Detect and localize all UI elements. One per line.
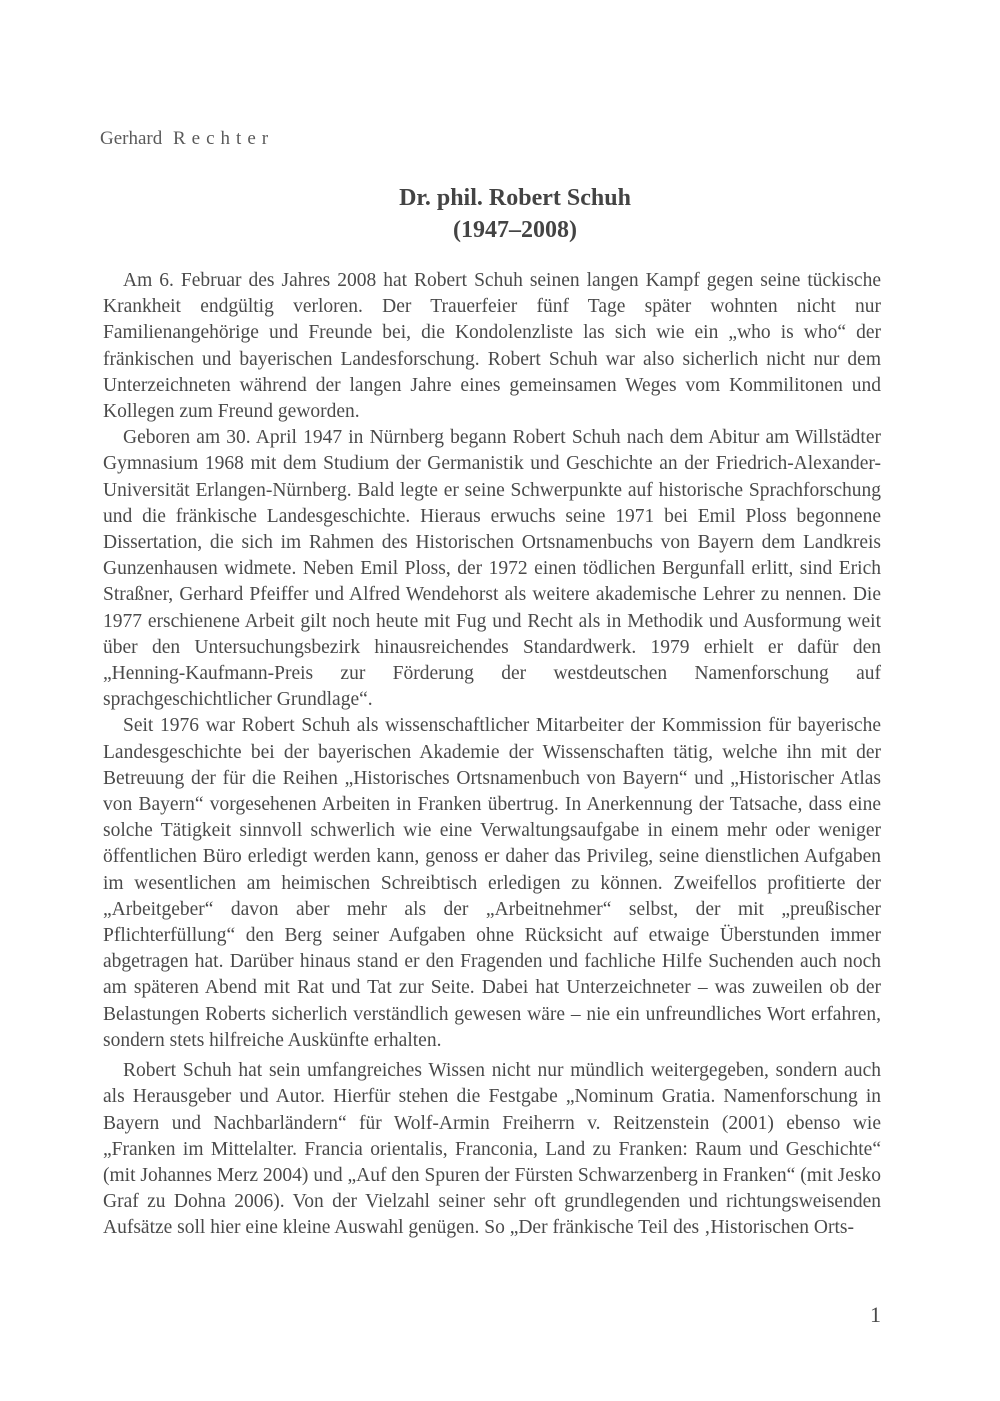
paragraph-1: Am 6. Februar des Jahres 2008 hat Robert Schuh seinen langen Kampf gegen seine tückische Krankheit endgültig verloren. Der Trauerfeier fünf Tage später wohnten nicht nur Familienangehörige und Freunde bei, die Kondolenzliste las sich wie ein „who is who“ der fränkischen und bayerischen Landesforschung. Robert Schuh war also sicherlich nicht nur dem Unterzeichneten während der langen Jahre eines gemeinsamen Weges vom Kommilitonen und Kollegen zum Freund geworden.	[103, 270, 881, 423]
article-body	[103, 268, 881, 1242]
author-last-name: Rechter	[173, 128, 275, 149]
author-line	[100, 128, 274, 150]
paragraph-2: Geboren am 30. April 1947 in Nürnberg begann Robert Schuh nach dem Abitur am Willstädter Gymnasium 1968 mit dem Studium der Germanistik und Geschichte an der Friedrich-Alexander-Universität Erlangen-Nürnberg. Bald legte er seine Schwerpunkte auf historische Sprachforschung und die fränkische Landesgeschichte. Hieraus erwuchs seine 1971 bei Emil Ploss begonnene Dissertation, die sich im Rahmen des Historischen Ortsnamenbuchs von Bayern dem Landkreis Gunzenhausen widmete. Neben Emil Ploss, der 1972 einen tödlichen Bergunfall erlitt, sind Erich Straßner, Gerhard Pfeiffer und Alfred Wendehorst als weitere akademische Lehrer zu nennen. Die 1977 erschienene Arbeit gilt noch heute mit Fug und Recht als in Methodik und Ausformung weit über den Untersuchungsbezirk hinausreichendes Standardwerk. 1979 erhielt er dafür den „Henning-Kaufmann-Preis zur Förderung der westdeutschen Namenforschung auf sprachgeschichtlicher Grundlage“.	[103, 427, 881, 711]
page-number: 1	[870, 1302, 881, 1327]
article-title: Dr. phil. Robert Schuh	[399, 185, 631, 211]
paragraph-3: Seit 1976 war Robert Schuh als wissenschaftlicher Mitarbeiter der Kommission für bayerische Landesgeschichte bei der bayerischen Akademie der Wissenschaften tätig, welche ihn mit der Betreuung der für die Reihen „Historisches Ortsnamenbuch von Bayern“ und „Historischer Atlas von Bayern“ vorgesehenen Arbeiten in Franken übertrug. In Anerkennung der Tatsache, dass eine solche Tätigkeit sinnvoll schwerlich wie eine Verwaltungsaufgabe in einem mehr oder weniger öffentlichen Büro erledigt werden kann, genoss er daher das Privileg, seine dienstlichen Aufgaben im wesentlichen am heimischen Schreibtisch erledigen zu können. Zweifellos profitierte der „Arbeitgeber“ davon aber mehr als der „Arbeitnehmer“ selbst, der mit „preußischer Pflichterfüllung“ den Berg seiner Aufgaben ohne Rücksicht auf etwaige Überstunden immer abgetragen hat. Darüber hinaus stand er den Fragenden und fachliche Hilfe Suchenden auch noch am späteren Abend mit Rat und Tat zur Seite. Dabei hat Unterzeichneter – was zuweilen ob der Belastungen Roberts sicherlich verständlich gewesen wäre – nie ein unfreundliches Wort erfahren, sondern stets hilfreiche Auskünfte erhalten.	[103, 715, 881, 1051]
article-subtitle-years: (1947–2008)	[453, 217, 577, 243]
paragraph-4: Robert Schuh hat sein umfangreiches Wissen nicht nur mündlich weitergegeben, sondern auch als Herausgeber und Autor. Hierfür stehen die Festgabe „Nominum Gratia. Namenforschung in Bayern und Nachbarländern“ für Wolf-Armin Freiherrn v. Reitzenstein (2001) ebenso wie „Franken im Mittelalter. Francia orientalis, Franconia, Land zu Franken: Raum und Geschichte“ (mit Johannes Merz 2004) und „Auf den Spuren der Fürsten Schwarzenberg in Franken“ (mit Jesko Graf zu Dohna 2006). Von der Vielzahl seiner sehr oft grundlegenden und richtungsweisenden Aufsätze soll hier eine kleine Auswahl genügen. So „Der fränkische Teil des ‚Historischen Orts-	[103, 1060, 881, 1239]
author-first-name: Gerhard	[100, 128, 163, 149]
